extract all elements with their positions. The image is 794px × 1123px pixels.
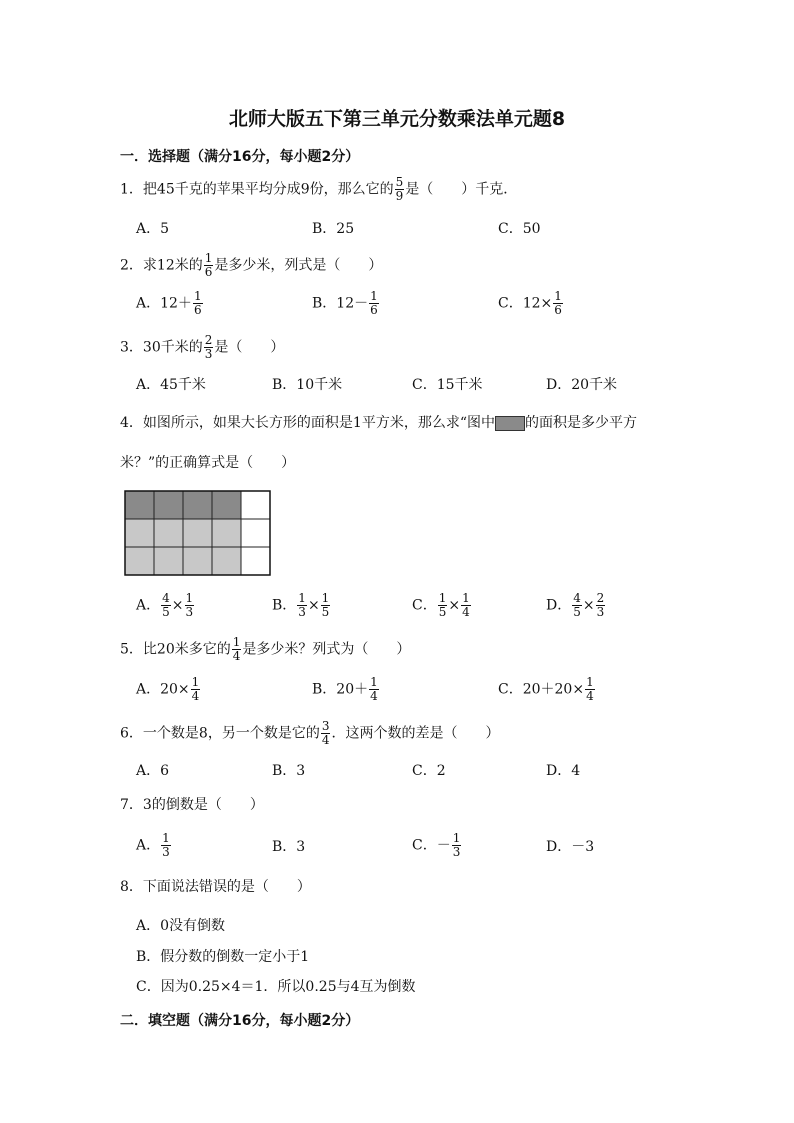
grid-cell-dark: [154, 491, 183, 519]
fraction: $\frac{2}{3}$: [204, 333, 213, 361]
option-b[interactable]: B．12－ $\frac{1}{6}$: [312, 289, 378, 317]
question-3-text: 3．30千米的: [120, 339, 203, 356]
page-title: 北师大版五下第三单元分数乘法单元题8: [228, 108, 566, 130]
fraction: $\frac{1}{4}$: [232, 635, 241, 663]
option-c[interactable]: C．2: [412, 763, 446, 779]
grid-cell-light: [183, 519, 212, 547]
fraction: $\frac{1}{3}$: [298, 591, 306, 619]
option-c[interactable]: C．－ $\frac{1}{3}$: [412, 831, 461, 859]
grid-cell-white: [241, 491, 270, 519]
question-3-tail: 是（ ）: [214, 339, 285, 356]
option-d[interactable]: D．20千米: [546, 377, 618, 393]
option-a[interactable]: A．0没有倒数: [136, 918, 226, 934]
option-b[interactable]: B． $\frac{1}{3}$ × $\frac{1}{5}$: [272, 591, 330, 619]
grid-cell-light: [212, 547, 241, 575]
fraction: $\frac{1}{3}$: [185, 591, 194, 619]
option-a[interactable]: A．6: [136, 763, 170, 779]
fraction: $\frac{4}{5}$: [162, 591, 170, 619]
section-heading-fill: 二．填空题（满分16分，每小题2分）: [120, 1013, 360, 1029]
section-heading-choice: 一．选择题（满分16分，每小题2分）: [120, 149, 360, 165]
fraction: $\frac{1}{4}$: [370, 675, 378, 703]
grid-figure: [124, 490, 272, 578]
question-5-text: 5．比20米多它的: [120, 641, 231, 658]
shaded-region-swatch: [495, 416, 525, 431]
grid-cell-white: [241, 519, 270, 547]
fraction: $\frac{3}{4}$: [321, 719, 330, 747]
question-4-line-1: 4．如图所示，如果大长方形的面积是1平方米，那么求“图中 的面积是多少平方: [120, 415, 637, 431]
grid-cell-light: [125, 519, 154, 547]
question-6-tail: ．这两个数的差是（ ）: [331, 725, 500, 742]
fraction: $\frac{1}{6}$: [554, 289, 562, 317]
option-c[interactable]: C．20＋20× $\frac{1}{4}$: [498, 675, 594, 703]
question-6: [120, 720, 499, 747]
option-c[interactable]: C．12× $\frac{1}{6}$: [498, 289, 562, 317]
question-5: [120, 636, 410, 663]
grid-cell-light: [125, 547, 154, 575]
question-5-tail: 是多少米？列式为（ ）: [242, 641, 411, 658]
fraction: $\frac{1}{4}$: [586, 675, 594, 703]
grid-cell-light: [183, 547, 212, 575]
question-8: 8．下面说法错误的是（ ）: [120, 879, 311, 895]
option-a[interactable]: A．5: [136, 221, 170, 237]
grid-cell-dark: [212, 491, 241, 519]
fraction: $\frac{1}{3}$: [452, 831, 461, 859]
fraction: $\frac{1}{4}$: [462, 591, 470, 619]
question-4-line-2: 米？”的正确算式是（ ）: [120, 455, 296, 471]
question-2-tail: 是多少米，列式是（ ）: [214, 257, 383, 274]
fraction: $\frac{1}{6}$: [193, 289, 202, 317]
option-c[interactable]: C． $\frac{1}{5}$ × $\frac{1}{4}$: [412, 591, 470, 619]
grid-cell-white: [241, 547, 270, 575]
question-7: 7．3的倒数是（ ）: [120, 797, 264, 813]
grid-cell-light: [212, 519, 241, 547]
grid-cell-light: [154, 547, 183, 575]
option-b[interactable]: B．25: [312, 221, 355, 237]
option-b[interactable]: B．10千米: [272, 377, 343, 393]
option-b[interactable]: B．3: [272, 763, 306, 779]
option-b[interactable]: B．假分数的倒数一定小于1: [136, 949, 310, 965]
option-d[interactable]: D．－3: [546, 839, 595, 855]
option-a[interactable]: A． $\frac{4}{5}$ × $\frac{1}{3}$: [136, 591, 194, 619]
question-1: [120, 176, 517, 203]
grid-cell-dark: [183, 491, 212, 519]
fraction: $\frac{2}{3}$: [596, 591, 605, 619]
option-d[interactable]: D． $\frac{4}{5}$ × $\frac{2}{3}$: [546, 591, 605, 619]
question-6-text: 6．一个数是8，另一个数是它的: [120, 725, 320, 742]
option-c[interactable]: C．15千米: [412, 377, 483, 393]
option-a[interactable]: A．12＋ $\frac{1}{6}$: [136, 289, 202, 317]
question-2-text: 2．求12米的: [120, 257, 203, 274]
option-c[interactable]: C．50: [498, 221, 541, 237]
option-b[interactable]: B．20＋ $\frac{1}{4}$: [312, 675, 378, 703]
grid-cell-light: [154, 519, 183, 547]
fraction: $\frac{1}{4}$: [191, 675, 200, 703]
question-1-tail: 是（ ）千克．: [405, 181, 518, 198]
option-b[interactable]: B．3: [272, 839, 306, 855]
question-1-text: 1．把45千克的苹果平均分成9份，那么它的: [120, 181, 394, 198]
fraction: $\frac{1}{6}$: [370, 289, 378, 317]
question-2: [120, 252, 382, 279]
option-a[interactable]: A． $\frac{1}{3}$: [136, 831, 170, 859]
question-3: [120, 334, 284, 361]
fraction: $\frac{4}{5}$: [573, 591, 581, 619]
fraction: $\frac{1}{5}$: [321, 591, 330, 619]
fraction: $\frac{1}{3}$: [162, 831, 170, 859]
option-c[interactable]: C．因为0.25×4＝1．所以0.25与4互为倒数: [136, 979, 416, 995]
grid-cell-dark: [125, 491, 154, 519]
fraction: $\frac{1}{6}$: [204, 251, 213, 279]
fraction: $\frac{5}{9}$: [395, 175, 404, 203]
option-d[interactable]: D．4: [546, 763, 581, 779]
option-a[interactable]: A．20× $\frac{1}{4}$: [136, 675, 200, 703]
fraction: $\frac{1}{5}$: [438, 591, 447, 619]
option-a[interactable]: A．45千米: [136, 377, 206, 393]
